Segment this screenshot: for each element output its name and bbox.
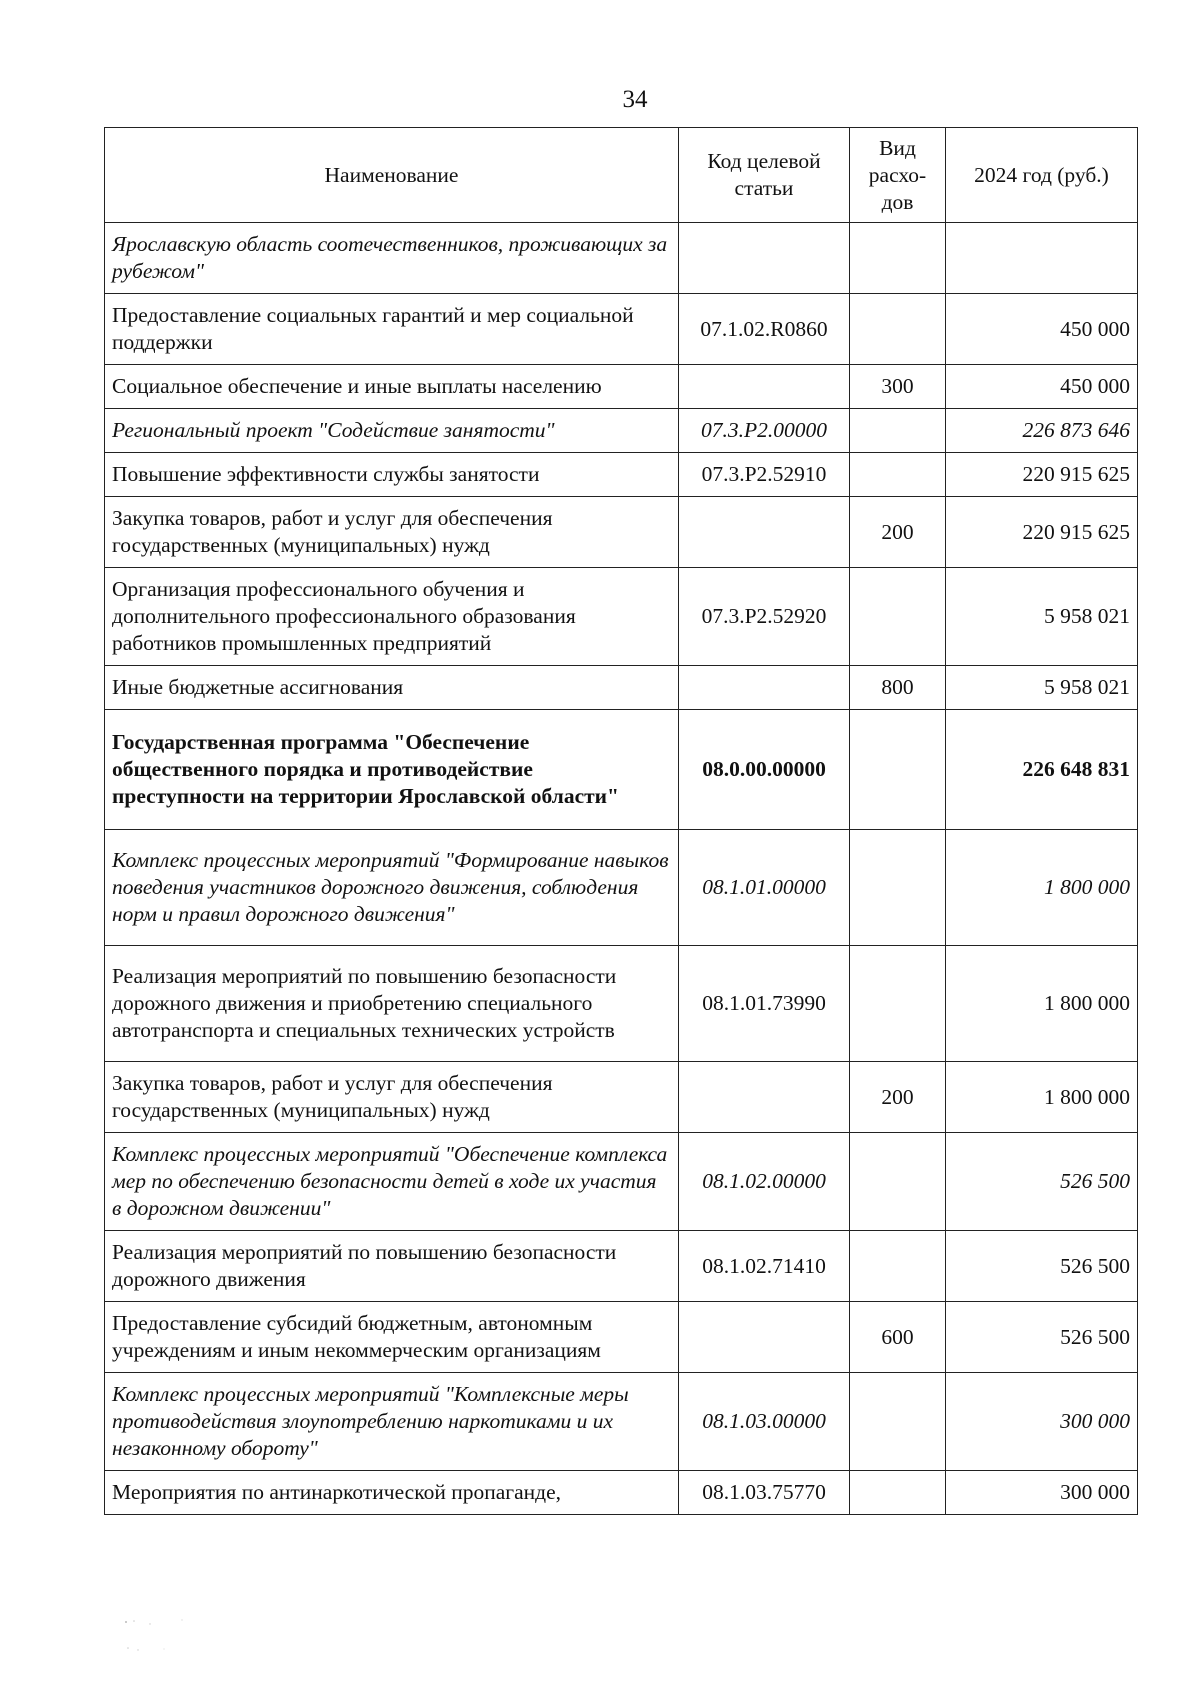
table-header-row	[105, 128, 1138, 223]
row-code-cell	[679, 223, 850, 294]
row-sum-cell: 300 000	[946, 1373, 1138, 1471]
row-sum-cell: 1 800 000	[946, 830, 1138, 946]
table-row	[105, 1302, 1138, 1373]
table-row	[105, 710, 1138, 830]
header-kind: Вид расхо-дов	[850, 128, 946, 223]
row-code-cell	[679, 1302, 850, 1373]
row-name-cell: Предоставление субсидий бюджетным, автономным учреждениям и иным некоммерческим организациям	[105, 1302, 679, 1373]
row-name-cell: Организация профессионального обучения и дополнительного профессионального образования работников промышленных предприятий	[105, 568, 679, 666]
row-code-cell: 08.1.02.00000	[679, 1133, 850, 1231]
row-code-cell: 08.1.03.00000	[679, 1373, 850, 1471]
row-kind-cell: 300	[850, 365, 946, 409]
row-sum-cell: 526 500	[946, 1231, 1138, 1302]
table-row	[105, 830, 1138, 946]
row-name-cell: Комплекс процессных мероприятий "Комплексные меры противодействия злоупотреблению наркотиками и их незаконному обороту"	[105, 1373, 679, 1471]
row-name-cell: Иные бюджетные ассигнования	[105, 666, 679, 710]
row-kind-cell	[850, 710, 946, 830]
row-sum-cell: 226 648 831	[946, 710, 1138, 830]
row-sum-cell: 5 958 021	[946, 568, 1138, 666]
row-sum-cell: 220 915 625	[946, 453, 1138, 497]
row-sum-cell: 226 873 646	[946, 409, 1138, 453]
row-code-cell: 07.3.P2.00000	[679, 409, 850, 453]
row-name-cell: Комплекс процессных мероприятий "Формирование навыков поведения участников дорожного движения, соблюдения норм и правил дорожного движения"	[105, 830, 679, 946]
row-kind-cell	[850, 830, 946, 946]
table-row	[105, 1373, 1138, 1471]
row-kind-cell	[850, 453, 946, 497]
table-row	[105, 497, 1138, 568]
budget-table	[104, 127, 1138, 1515]
row-name-cell: Реализация мероприятий по повышению безопасности дорожного движения и приобретению специального автотранспорта и специальных технических устройств	[105, 946, 679, 1062]
row-name-cell: Комплекс процессных мероприятий "Обеспечение комплекса мер по обеспечению безопасности детей в ходе их участия в дорожном движении"	[105, 1133, 679, 1231]
row-sum-cell: 450 000	[946, 365, 1138, 409]
row-name-cell: Ярославскую область соотечественников, проживающих за рубежом"	[105, 223, 679, 294]
row-name-cell: Закупка товаров, работ и услуг для обеспечения государственных (муниципальных) нужд	[105, 497, 679, 568]
row-code-cell: 08.1.02.71410	[679, 1231, 850, 1302]
table-row	[105, 946, 1138, 1062]
row-sum-cell: 450 000	[946, 294, 1138, 365]
row-kind-cell	[850, 946, 946, 1062]
row-kind-cell	[850, 1133, 946, 1231]
row-kind-cell: 600	[850, 1302, 946, 1373]
row-kind-cell: 800	[850, 666, 946, 710]
row-code-cell	[679, 1062, 850, 1133]
row-code-cell: 08.1.01.73990	[679, 946, 850, 1062]
row-sum-cell: 300 000	[946, 1471, 1138, 1515]
table-row	[105, 409, 1138, 453]
table-row	[105, 1133, 1138, 1231]
row-code-cell: 08.0.00.00000	[679, 710, 850, 830]
row-sum-cell: 1 800 000	[946, 1062, 1138, 1133]
page-number: 34	[622, 86, 648, 113]
row-code-cell	[679, 365, 850, 409]
row-sum-cell	[946, 223, 1138, 294]
header-name: Наименование	[105, 128, 679, 223]
header-code: Код целевой статьи	[679, 128, 850, 223]
row-kind-cell	[850, 1231, 946, 1302]
row-code-cell	[679, 666, 850, 710]
row-name-cell: Государственная программа "Обеспечение общественного порядка и противодействие преступности на территории Ярославской области"	[105, 710, 679, 830]
row-sum-cell: 5 958 021	[946, 666, 1138, 710]
row-code-cell	[679, 497, 850, 568]
table-row	[105, 1471, 1138, 1515]
row-sum-cell: 1 800 000	[946, 946, 1138, 1062]
table-row	[105, 365, 1138, 409]
row-kind-cell: 200	[850, 497, 946, 568]
table-row	[105, 223, 1138, 294]
row-code-cell: 08.1.03.75770	[679, 1471, 850, 1515]
row-name-cell: Мероприятия по антинаркотической пропаганде,	[105, 1471, 679, 1515]
row-name-cell: Региональный проект "Содействие занятости"	[105, 409, 679, 453]
row-kind-cell	[850, 1373, 946, 1471]
row-sum-cell: 526 500	[946, 1133, 1138, 1231]
row-kind-cell	[850, 223, 946, 294]
table-row	[105, 666, 1138, 710]
table-row	[105, 1231, 1138, 1302]
row-sum-cell: 526 500	[946, 1302, 1138, 1373]
row-code-cell: 07.3.P2.52920	[679, 568, 850, 666]
row-kind-cell	[850, 294, 946, 365]
scan-specks	[120, 1618, 240, 1658]
row-kind-cell: 200	[850, 1062, 946, 1133]
row-name-cell: Реализация мероприятий по повышению безопасности дорожного движения	[105, 1231, 679, 1302]
row-name-cell: Предоставление социальных гарантий и мер социальной поддержки	[105, 294, 679, 365]
row-name-cell: Повышение эффективности службы занятости	[105, 453, 679, 497]
header-sum: 2024 год (руб.)	[946, 128, 1138, 223]
row-kind-cell	[850, 1471, 946, 1515]
row-code-cell: 08.1.01.00000	[679, 830, 850, 946]
row-code-cell: 07.3.P2.52910	[679, 453, 850, 497]
table-row	[105, 453, 1138, 497]
table-row	[105, 1062, 1138, 1133]
row-code-cell: 07.1.02.R0860	[679, 294, 850, 365]
table-row	[105, 294, 1138, 365]
row-name-cell: Закупка товаров, работ и услуг для обеспечения государственных (муниципальных) нужд	[105, 1062, 679, 1133]
row-kind-cell	[850, 568, 946, 666]
row-kind-cell	[850, 409, 946, 453]
table-row	[105, 568, 1138, 666]
row-sum-cell: 220 915 625	[946, 497, 1138, 568]
row-name-cell: Социальное обеспечение и иные выплаты населению	[105, 365, 679, 409]
